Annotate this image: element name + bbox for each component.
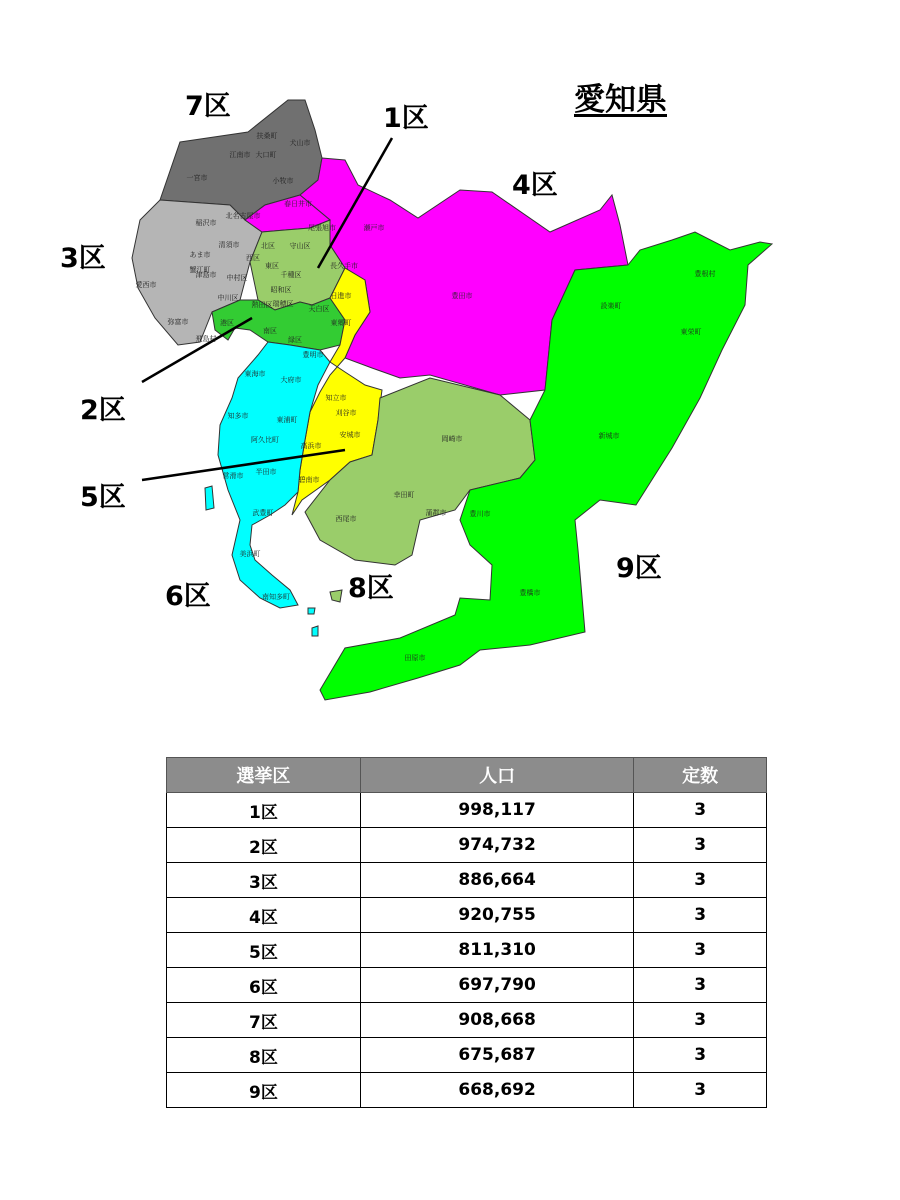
municipality-label: 西区 (246, 254, 260, 262)
district-label-9: 9区 (616, 553, 662, 584)
municipality-label: 尾張旭市 (308, 224, 336, 232)
cell-population: 811,310 (360, 933, 634, 968)
municipality-label: 美浜町 (239, 550, 261, 558)
municipality-label: 知多市 (227, 412, 249, 420)
cell-population: 974,732 (360, 828, 634, 863)
cell-district: 3区 (167, 863, 361, 898)
island-4 (308, 608, 315, 614)
district-label-8: 8区 (348, 573, 394, 604)
cell-population: 886,664 (360, 863, 634, 898)
municipality-label: 犬山市 (289, 139, 311, 147)
island-1 (330, 590, 342, 602)
district-label-3: 3区 (60, 243, 106, 274)
municipality-label: 中村区 (226, 274, 248, 282)
municipality-label: 安城市 (339, 431, 361, 439)
municipality-label: 南区 (263, 327, 277, 335)
municipality-label: 常滑市 (222, 472, 244, 480)
cell-district: 1区 (167, 793, 361, 828)
cell-district: 7区 (167, 1003, 361, 1038)
cell-district: 9区 (167, 1073, 361, 1108)
municipality-label: 守山区 (289, 242, 311, 250)
cell-seats: 3 (634, 898, 767, 933)
cell-district: 5区 (167, 933, 361, 968)
population-table (166, 757, 767, 1108)
municipality-label: 千種区 (280, 271, 302, 279)
map-title: 愛知県 (574, 82, 667, 118)
municipality-label: 刈谷市 (335, 409, 357, 417)
municipality-label: 新城市 (598, 432, 620, 440)
table-row (167, 933, 767, 968)
municipality-label: 豊根村 (694, 270, 716, 278)
municipality-label: 豊明市 (302, 351, 324, 359)
district-label-7: 7区 (185, 91, 231, 122)
cell-district: 8区 (167, 1038, 361, 1073)
district-label-6: 6区 (165, 581, 211, 612)
municipality-label: 半田市 (255, 468, 277, 476)
municipality-label: 東浦町 (276, 416, 298, 424)
cell-seats: 3 (634, 968, 767, 1003)
municipality-label: 日進市 (330, 292, 352, 300)
municipality-label: 豊川市 (469, 510, 491, 518)
municipality-label: 津島市 (195, 271, 217, 279)
cell-seats: 3 (634, 933, 767, 968)
municipality-label: 春日井市 (284, 200, 312, 208)
table-row (167, 898, 767, 933)
municipality-label: 豊橋市 (519, 589, 541, 597)
district-label-1: 1区 (383, 103, 429, 134)
cell-seats: 3 (634, 1073, 767, 1108)
table-row (167, 968, 767, 1003)
island-3 (205, 486, 214, 510)
municipality-label: 西尾市 (335, 515, 357, 523)
table-header-row (167, 758, 767, 793)
municipality-label: 東栄町 (680, 328, 702, 336)
cell-district: 2区 (167, 828, 361, 863)
table-row (167, 1073, 767, 1108)
municipality-label: 清須市 (218, 241, 240, 249)
cell-population: 675,687 (360, 1038, 634, 1073)
table-row (167, 828, 767, 863)
header-population: 人口 (360, 758, 634, 793)
municipality-label: 北名古屋市 (225, 212, 261, 220)
municipality-label: 飛島村 (195, 335, 217, 343)
municipality-label: 蟹江町 (189, 266, 211, 274)
municipality-label: 緑区 (288, 336, 302, 344)
municipality-label: 幸田町 (393, 491, 415, 499)
municipality-label: 阿久比町 (251, 436, 279, 444)
municipality-label: 愛西市 (135, 281, 157, 289)
cell-seats: 3 (634, 1003, 767, 1038)
header-seats: 定数 (634, 758, 767, 793)
cell-seats: 3 (634, 1038, 767, 1073)
municipality-label: 武豊町 (252, 509, 274, 517)
cell-population: 908,668 (360, 1003, 634, 1038)
cell-population: 697,790 (360, 968, 634, 1003)
municipality-label: 一宮市 (186, 174, 208, 182)
cell-population: 668,692 (360, 1073, 634, 1108)
cell-district: 6区 (167, 968, 361, 1003)
municipality-label: 南知多町 (262, 593, 290, 601)
municipality-label: 岡崎市 (441, 435, 463, 443)
header-district: 選挙区 (167, 758, 361, 793)
table-row (167, 863, 767, 898)
municipality-label: 扶桑町 (256, 132, 278, 140)
cell-population: 998,117 (360, 793, 634, 828)
district-label-2: 2区 (80, 395, 126, 426)
district-label-5: 5区 (80, 482, 126, 513)
table-row (167, 793, 767, 828)
municipality-label: 設楽町 (600, 302, 622, 310)
island-2 (312, 626, 318, 636)
municipality-label: 昭和区 (270, 286, 292, 294)
municipality-label: 長久手市 (330, 262, 358, 270)
municipality-label: あま市 (189, 251, 211, 259)
municipality-label: 瀬戸市 (363, 224, 385, 232)
cell-population: 920,755 (360, 898, 634, 933)
municipality-label: 熱田区 (251, 301, 273, 309)
municipality-label: 江南市 (229, 151, 251, 159)
municipality-label: 小牧市 (272, 177, 294, 185)
municipality-label: 知立市 (325, 394, 347, 402)
municipality-label: 瑞穂区 (272, 300, 294, 308)
municipality-label: 天白区 (308, 305, 330, 313)
municipality-label: 碧南市 (298, 476, 320, 484)
municipality-label: 大府市 (280, 376, 302, 384)
municipality-label: 東海市 (244, 370, 266, 378)
cell-seats: 3 (634, 828, 767, 863)
municipality-label: 高浜市 (300, 442, 322, 450)
municipality-label: 大口町 (255, 151, 277, 159)
municipality-label: 弥富市 (167, 318, 189, 326)
table-row (167, 1003, 767, 1038)
municipality-label: 蒲郡市 (425, 509, 447, 517)
municipality-label: 東郷町 (330, 319, 352, 327)
municipality-label: 稲沢市 (195, 219, 217, 227)
cell-district: 4区 (167, 898, 361, 933)
municipality-label: 豊田市 (451, 292, 473, 300)
cell-seats: 3 (634, 793, 767, 828)
municipality-label: 東区 (265, 262, 279, 270)
municipality-label: 中川区 (217, 294, 239, 302)
municipality-label: 港区 (220, 319, 234, 327)
district-label-4: 4区 (512, 170, 558, 201)
table-row (167, 1038, 767, 1073)
cell-seats: 3 (634, 863, 767, 898)
municipality-label: 田原市 (404, 654, 426, 662)
municipality-label: 北区 (261, 242, 275, 250)
